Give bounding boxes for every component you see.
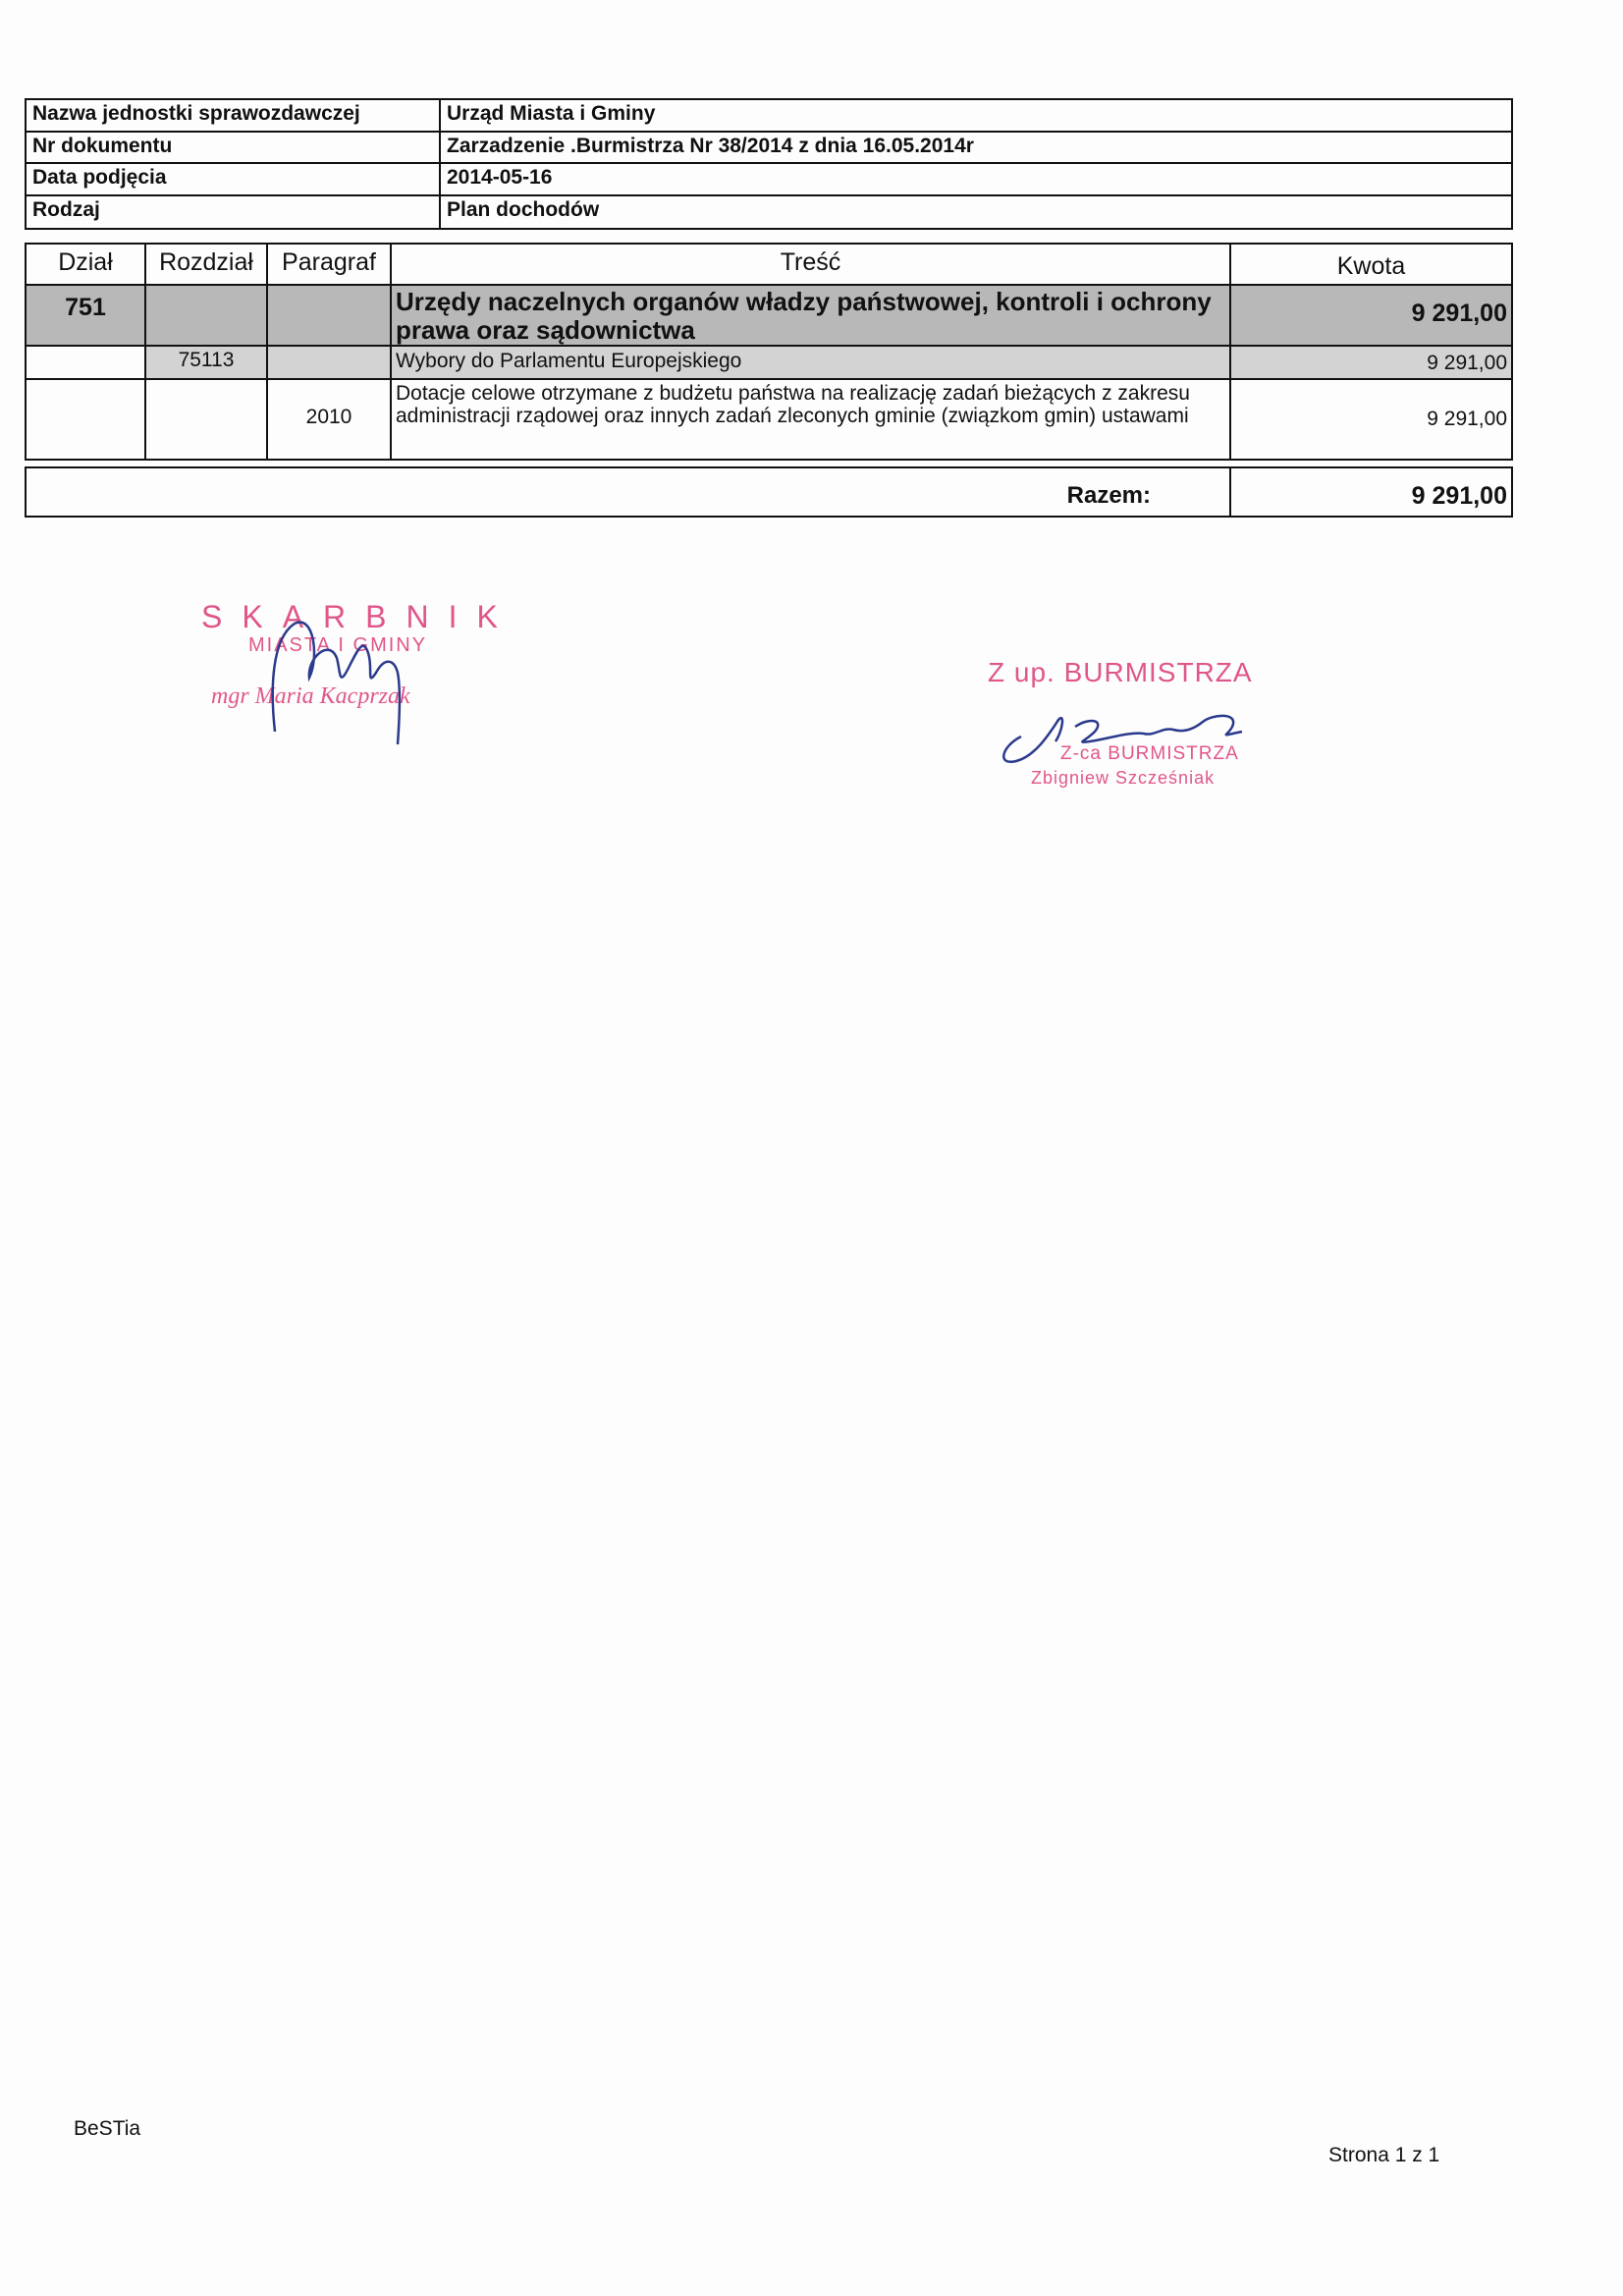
cell-dzial [27,380,146,459]
header-value: Zarzadzenie .Burmistrza Nr 38/2014 z dnia 16.05.2014r [447,134,974,157]
header-value: Urząd Miasta i Gminy [447,102,656,125]
cell-rozdzial: 75113 [146,347,268,378]
cell-rozdzial [146,380,268,459]
cell-dzial: 751 [27,286,146,345]
cell-kwota: 9 291,00 [1427,408,1507,430]
table-row [27,380,1511,459]
treasurer-stamp [201,599,517,746]
mayor-signature [982,683,1335,800]
column-header-rozdzial: Rozdział [146,245,268,284]
column-header-kwota: Kwota [1336,252,1406,280]
cell-tresc: Urzędy naczelnych organów władzy państwowej, kontroli i ochrony prawa oraz sądownictwa [392,286,1231,345]
stamp-subtitle: Z-ca BURMISTRZA [1060,743,1239,764]
stamp-title: SKARBNIK [201,599,517,634]
footer-page-number: Strona 1 z 1 [1328,2144,1440,2166]
header-row-document-number [27,133,1511,165]
mayor-stamp [982,653,1335,810]
treasurer-signature [201,599,496,756]
stamp-name: Zbigniew Szcześniak [1031,768,1216,788]
cell-paragraf: 2010 [268,380,392,459]
header-label: Nr dokumentu [27,133,441,163]
header-row-type [27,196,1511,229]
summary-row [25,466,1513,518]
cell-kwota: 9 291,00 [1231,286,1511,345]
summary-value: 9 291,00 [1411,482,1507,510]
header-label: Rodzaj [27,196,441,229]
cell-paragraf [268,286,392,345]
stamp-name: mgr Maria Kacprzak [211,683,410,709]
header-row-date [27,164,1511,196]
footer-software: BeSTia [74,2117,141,2140]
column-header-dzial: Dział [27,245,146,284]
table-header-row [27,245,1511,286]
cell-paragraf [268,347,392,378]
column-header-paragraf: Paragraf [268,245,392,284]
header-value: Plan dochodów [447,197,600,221]
cell-dzial [27,347,146,378]
header-value: 2014-05-16 [447,166,553,189]
cell-rozdzial [146,286,268,345]
cell-kwota: 9 291,00 [1231,347,1511,378]
header-label: Nazwa jednostki sprawozdawczej [27,100,441,131]
header-label: Data podjęcia [27,164,441,194]
summary-label: Razem: [27,468,1231,516]
column-header-tresc: Treść [392,245,1231,284]
table-row [27,347,1511,380]
header-row-unit [27,100,1511,133]
cell-tresc: Wybory do Parlamentu Europejskiego [392,347,1231,378]
budget-table [25,243,1513,461]
table-row [27,286,1511,347]
stamp-title: Z up. BURMISTRZA [988,657,1253,687]
cell-tresc: Dotacje celowe otrzymane z budżetu państwa na realizację zadań bieżących z zakresu administracji rządowej oraz innych zadań zleconych gminie (związkom gmin) ustawami [392,380,1231,459]
document-header [25,98,1513,230]
stamp-subtitle: MIASTA I GMINY [248,634,428,656]
